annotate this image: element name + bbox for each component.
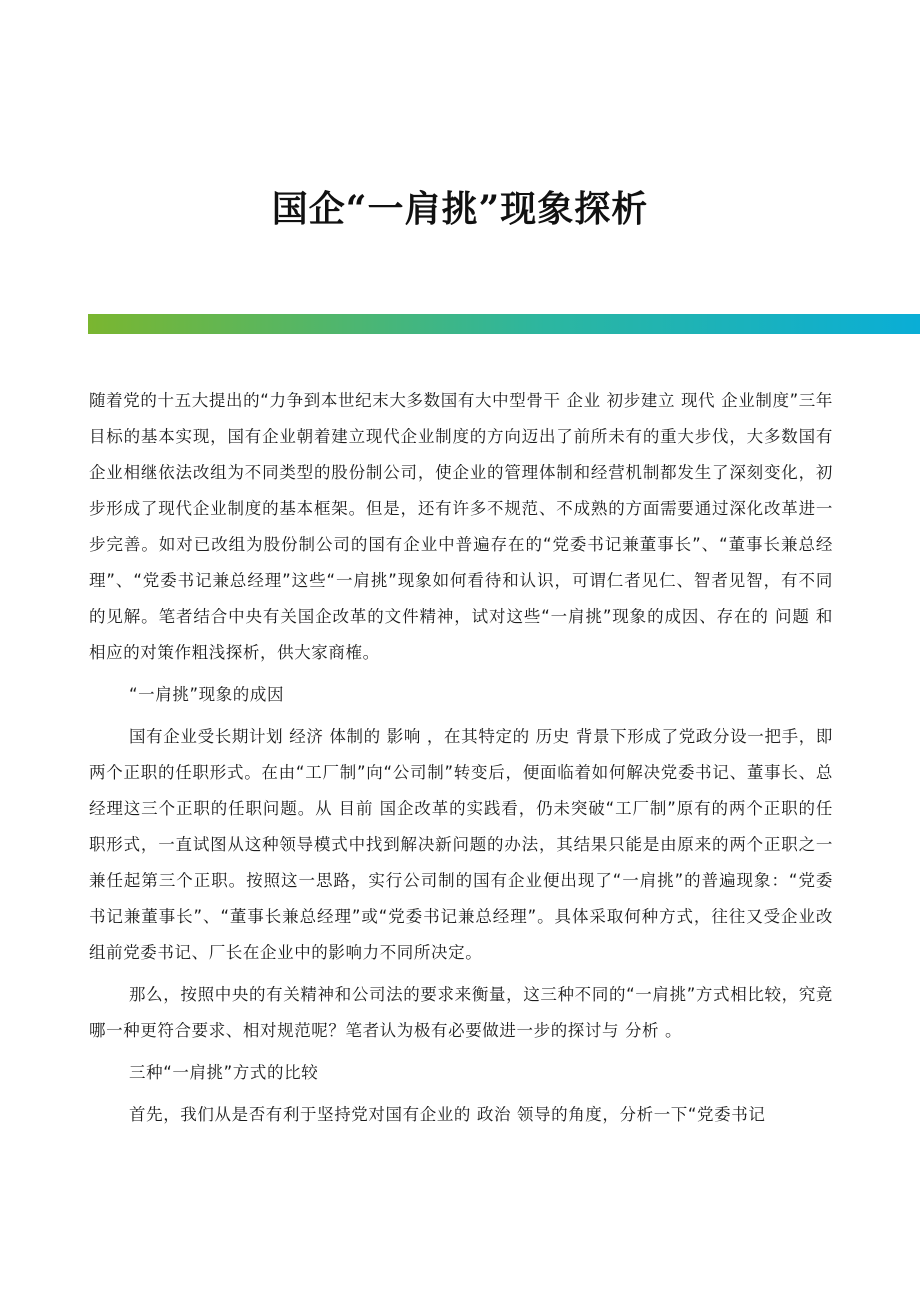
title-divider-bar	[88, 314, 920, 334]
intro-paragraph: 随着党的十五大提出的“力争到本世纪末大多数国有大中型骨干 企业 初步建立 现代 企业制度”三年目标的基本实现，国有企业朝着建立现代企业制度的方向迈出了前所未有的重大步伐，大多数国有企业相继依法改组为不同类型的股份制公司，使企业的管理体制和经营机制都发生了深刻变化，初步形成了现代企业制度的基本框架。但是，还有许多不规范、不成熟的方面需要通过深化改革进一步完善。如对已改组为股份制公司的国有企业中普遍存在的“党委书记兼董事长”、“董事长兼总经理”、“党委书记兼总经理”这些“一肩挑”现象如何看待和认识，可谓仁者见仁、智者见智，有不同的见解。笔者结合中央有关国企改革的文件精神，试对这些“一肩挑”现象的成因、存在的 问题 和相应的对策作粗浅探析，供大家商榷。	[89, 391, 833, 662]
causes-paragraph: 国有企业受长期计划 经济 体制的 影响 ，在其特定的 历史 背景下形成了党政分设一把手，即两个正职的任职形式。在由“工厂制”向“公司制”转变后，便面临着如何解决党委书记、董事长、总经理这三个正职的任职问题。从 目前 国企改革的实践看，仍未突破“工厂制”原有的两个正职的任职形式，一直试图从这种领导模式中找到解决新问题的办法，其结果只能是由原来的两个正职之一兼任起第三个正职。按照这一思路，实行公司制的国有企业便出现了“一肩挑”的普遍现象：“党委书记兼董事长”、“董事长兼总经理”或“党委书记兼总经理”。具体采取何种方式，往往又受企业改组前党委书记、厂长在企业中的影响力不同所决定。	[89, 727, 833, 962]
document-body	[89, 383, 833, 1133]
document-title: 国企“一肩挑”现象探析	[271, 188, 649, 230]
section-heading-comparison: 三种“一肩挑”方式的比较	[129, 1063, 319, 1082]
section-heading-causes: “一肩挑”现象的成因	[129, 685, 285, 704]
question-paragraph: 那么，按照中央的有关精神和公司法的要求来衡量，这三种不同的“一肩挑”方式相比较，究竟哪一种更符合要求、相对规范呢？笔者认为极有必要做进一步的探讨与 分析 。	[89, 985, 833, 1040]
comparison-paragraph: 首先，我们从是否有利于坚持党对国有企业的 政治 领导的角度，分析一下“党委书记	[129, 1105, 766, 1124]
